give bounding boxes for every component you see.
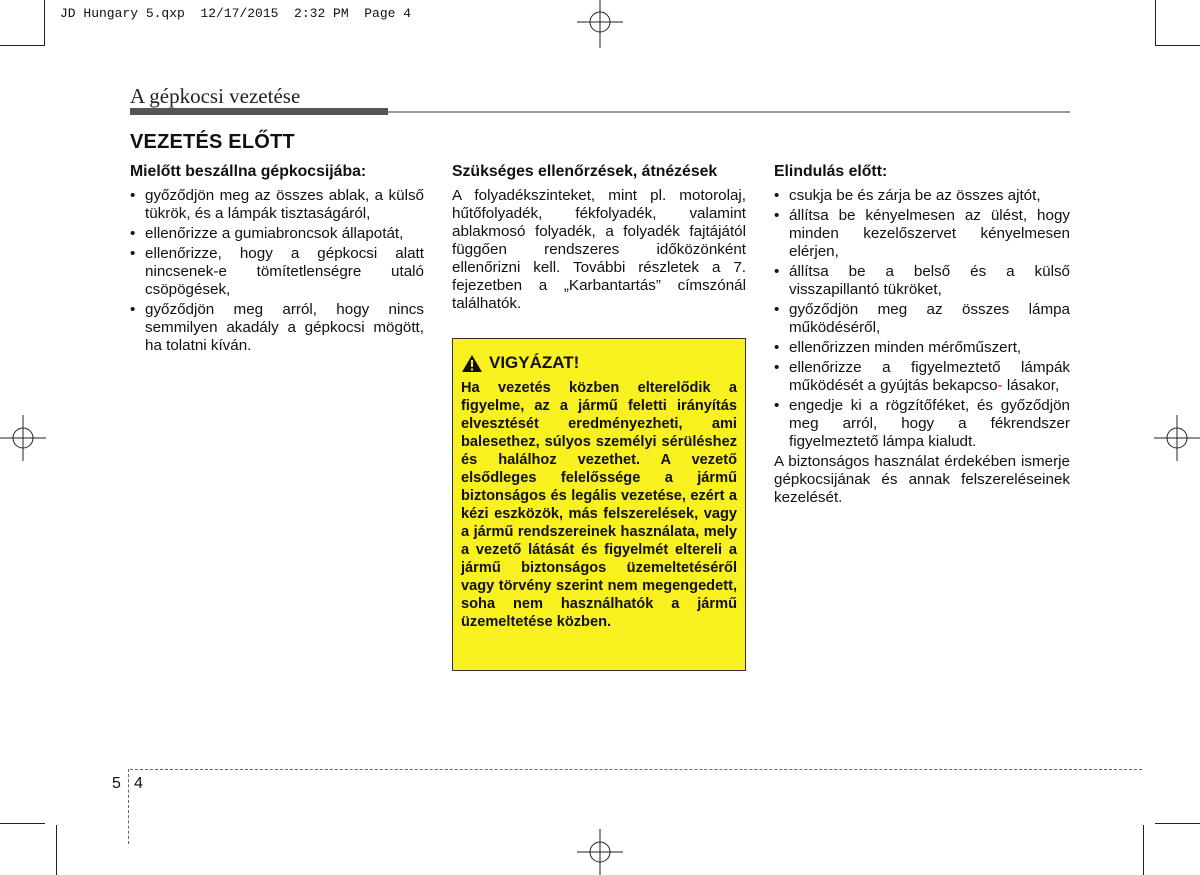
- warning-triangle-icon: [461, 354, 483, 373]
- list-item: • engedje ki a rögzítőféket, és győződjön meg arról, hogy a fékrendszer figyelmeztető lámpa kialudt.: [774, 397, 1070, 451]
- list-item-text: ellenőrizze a figyelmeztető lámpák működését a gyújtás bekapcso: [789, 359, 1070, 394]
- paragraph: A biztonságos használat érdekében ismerje gépkocsijának és annak felszereléseinek kezelését.: [774, 453, 1070, 506]
- crop-mark: [0, 823, 45, 824]
- section-title: A gépkocsi vezetése: [130, 84, 301, 108]
- list-item-text: lásakor,: [1006, 377, 1060, 394]
- crop-mark: [1155, 823, 1200, 824]
- warning-title-text: VIGYÁZAT!: [489, 353, 580, 372]
- list-item: • ellenőrizze a gumiabroncsok állapotát,: [130, 225, 424, 243]
- registration-mark-icon: [575, 827, 625, 875]
- warning-title: [461, 353, 737, 373]
- list-item: • győződjön meg az összes ablak, a külső tükrök, és a lámpák tisztaságáról,: [130, 187, 424, 223]
- list-item: • győződjön meg arról, hogy nincs semmilyen akadály a gépkocsi mögött, ha tolatni kíván.: [130, 301, 424, 355]
- page-number: 4: [134, 775, 143, 792]
- list-item: • ellenőrizze, hogy a gépkocsi alatt nincsenek-e tömítetlenségre utaló csöpögések,: [130, 245, 424, 299]
- list-item: • csukja be és zárja be az összes ajtót,: [774, 187, 1070, 205]
- column-required-checks: [452, 163, 746, 313]
- warning-box: [452, 338, 746, 671]
- list-item: • győződjön meg az összes lámpa működéséről,: [774, 301, 1070, 337]
- footer-rule: [130, 769, 1142, 770]
- list-item: • állítsa be a belső és a külső visszapillantó tükröket,: [774, 263, 1070, 299]
- column-heading: Elindulás előtt:: [774, 163, 888, 180]
- crop-mark: [0, 45, 45, 46]
- list-item: • ellenőrizzen minden mérőműszert,: [774, 339, 1070, 357]
- header-rule-accent: [130, 108, 388, 115]
- crop-mark: [1143, 825, 1144, 875]
- column-before-starting: [774, 163, 1070, 507]
- column-heading: Mielőtt beszállna gépkocsijába:: [130, 163, 367, 180]
- page-heading: VEZETÉS ELŐTT: [130, 131, 295, 153]
- checklist: [774, 187, 1070, 451]
- registration-mark-icon: [0, 413, 50, 463]
- column-before-entering: [130, 163, 424, 357]
- crop-mark: [56, 825, 57, 875]
- checklist: [130, 187, 424, 355]
- crop-mark: [1155, 45, 1200, 46]
- crop-mark: [1155, 0, 1156, 45]
- list-item: [774, 359, 1070, 395]
- print-slug: JD Hungary 5.qxp 12/17/2015 2:32 PM Page 4: [60, 6, 412, 21]
- crop-mark: [44, 0, 45, 45]
- footer-divider: [128, 769, 129, 844]
- chapter-number: 5: [112, 775, 121, 792]
- paragraph: A folyadékszinteket, mint pl. motorolaj, hűtőfolyadék, fékfolyadék, valamint ablakmosó folyadék, a folyadék fajtájától függően rendszeres időközönként ellenőrizni kell. További részletek a 7. fejezetben a „Karbantartás” címszónál találhatók.: [452, 187, 746, 312]
- warning-text: Ha vezetés közben elterelődik a figyelme, az a jármű feletti irányítás elvesztését eredményezheti, ami balesethez, súlyos személyi sérüléshez és halálhoz vezethet. A vezető elsődleges felelőssége a jármű biztonságos és legális vezetése, ezért a kézi eszközök, más felszerelések, vagy a jármű rendszereinek használata, mely a vezető látását és figyelmét eltereli a jármű biztonságos üzemeltetéséről vagy törvény szerint nem megengedett, soha nem használhatók a jármű üzemeltetése közben.: [461, 380, 737, 630]
- hyphen: -: [997, 377, 1003, 394]
- list-item: • állítsa be kényelmesen az ülést, hogy minden kezelőszervet kényelmesen elérjen,: [774, 207, 1070, 261]
- registration-mark-icon: [1150, 413, 1200, 463]
- column-heading: Szükséges ellenőrzések, átnézések: [452, 163, 718, 180]
- registration-mark-icon: [575, 0, 625, 50]
